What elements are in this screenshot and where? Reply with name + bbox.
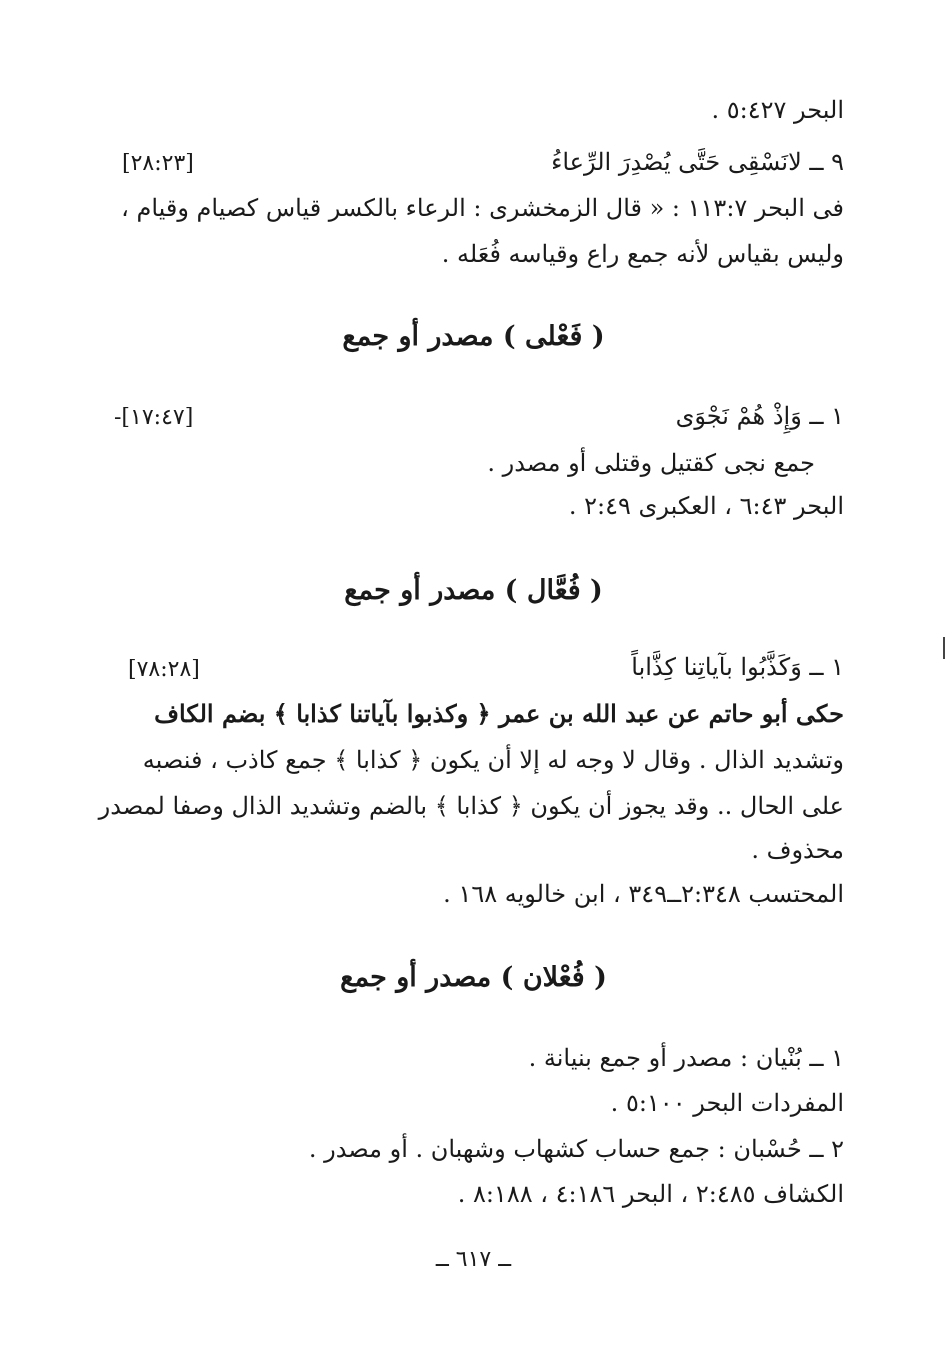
- body-line: وتشديد الذال . وقال لا وجه له إلا أن يكون ﴿ كذابا ﴾ جمع كاذب ، فنصبه: [142, 746, 844, 774]
- verse-reference: [٧٨:٢٨]: [128, 657, 200, 682]
- page-number: ــ ٦١٧ ــ: [435, 1247, 512, 1272]
- body-line: فى البحر ١١٣:٧ : « قال الزمخشرى : الرعاء بالكسر قياس كصيام وقيام ،: [121, 194, 844, 222]
- entry-line: ٢ ــ حُسْبان : جمع حساب كشهاب وشهبان . أو مصدر .: [308, 1135, 844, 1163]
- verse-line: ١ ــ وَإِذْ هُمْ نَجْوَى: [675, 402, 844, 430]
- verse-line: ٩ ــ لانَسْقِى حَتَّى يُصْدِرَ الرِّعاءُ: [551, 148, 844, 176]
- body-line: على الحال .. وقد يجوز أن يكون ﴿ كذابا ﴾ بالضم وتشديد الذال وصفا لمصدر: [98, 792, 844, 820]
- citation-line: البحر ٥:٤٢٧ .: [711, 96, 844, 124]
- verse-reference: [٢٨:٢٣]: [122, 151, 194, 176]
- citation-line: الكشاف ٢:٤٨٥ ، البحر ٤:١٨٦ ، ٨:١٨٨ .: [457, 1180, 844, 1208]
- verse-line: ١ ــ وَكَذَّبُوا بآياتِنا كِذَّاباً: [631, 653, 844, 681]
- body-line: جمع نجى كقتيل وقتلى أو مصدر .: [487, 449, 815, 477]
- body-line: وليس بقياس لأنه جمع راع وقياسه فُعَله .: [441, 240, 844, 268]
- section-heading: ( فُعَّال ) مصدر أو جمع: [344, 575, 603, 606]
- margin-mark: [943, 637, 945, 659]
- citation-line: المفردات البحر ٥:١٠٠ .: [610, 1089, 844, 1117]
- citation-line: المحتسب ٢:٣٤٨ــ٣٤٩ ، ابن خالويه ١٦٨ .: [443, 880, 844, 908]
- citation-line: البحر ٦:٤٣ ، العكبرى ٢:٤٩ .: [568, 492, 844, 520]
- body-line: حكى أبو حاتم عن عبد الله بن عمر ﴿ وكذبوا بآياتنا كذابا ﴾ بضم الكاف: [154, 699, 844, 728]
- entry-line: ١ ــ بُنْيان : مصدر أو جمع بنيانة .: [528, 1044, 844, 1072]
- section-heading: ( فُعْلان ) مصدر أو جمع: [340, 962, 607, 993]
- section-heading: ( فَعْلى ) مصدر أو جمع: [342, 321, 605, 352]
- verse-reference: -[١٧:٤٧]: [114, 405, 194, 430]
- body-line: محذوف .: [751, 836, 844, 864]
